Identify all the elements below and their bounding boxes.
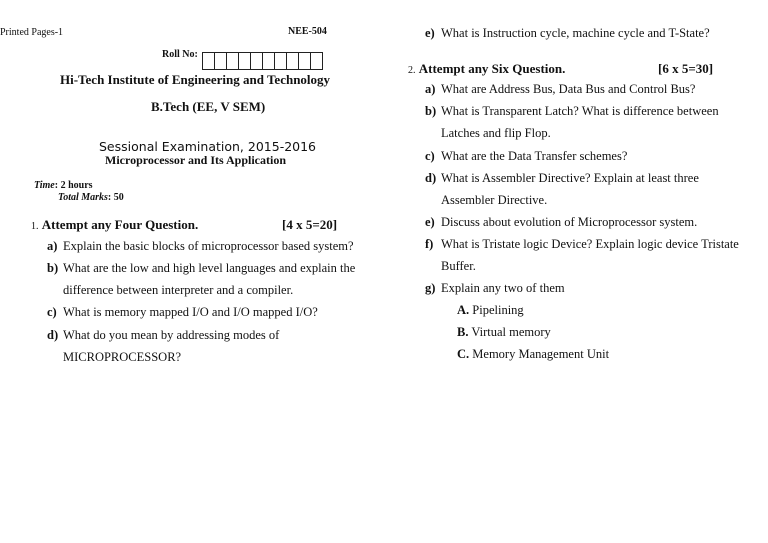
question-text: What is memory mapped I/O and I/O mapped I/O? <box>63 305 318 319</box>
section2-question-d-cont: Assembler Directive. <box>441 193 548 207</box>
question-text: What is Instruction cycle, machine cycle and T-State? <box>441 26 710 40</box>
section2-question-e <box>425 215 697 230</box>
question-label: d) <box>47 328 59 342</box>
section2-question-f <box>425 237 739 252</box>
exam-name: Sessional Examination, 2015-2016 <box>99 139 317 154</box>
section2-number: 2. <box>408 65 416 76</box>
total-marks-label: Total Marks <box>58 192 108 203</box>
section1-title: Attempt any Four Question. <box>41 217 199 232</box>
question-text: Discuss about evolution of Microprocessor system. <box>441 215 698 229</box>
question-text: What are the Data Transfer schemes? <box>441 149 628 163</box>
question-text: What is Assembler Directive? Explain at least three <box>441 171 699 185</box>
time-info <box>34 180 93 191</box>
time-value: : 2 hours <box>54 180 93 191</box>
roll-no-label: Roll No: <box>162 49 198 60</box>
question-text: What is Tristate logic Device? Explain logic device Tristate <box>441 237 739 251</box>
time-label: Time <box>34 180 55 191</box>
question-text: What are Address Bus, Data Bus and Control Bus? <box>441 82 696 96</box>
section2-heading <box>408 61 565 77</box>
sub-option-label: C. <box>457 347 470 361</box>
roll-no-boxes[interactable] <box>203 52 323 70</box>
sub-option-text: Virtual memory <box>471 325 551 339</box>
question-text: Explain any two of them <box>441 281 565 295</box>
section1-marks: [4 x 5=20] <box>282 217 338 232</box>
sub-option-label: A. <box>457 303 470 317</box>
total-marks-value: : 50 <box>107 192 124 203</box>
question-text: Explain the basic blocks of microprocessor based system? <box>63 239 354 253</box>
question-label: b) <box>425 104 437 118</box>
paper-code: NEE-504 <box>288 26 327 37</box>
question-label: g) <box>425 281 436 295</box>
question-text: What are the low and high level languages and explain the <box>63 261 356 275</box>
section1-question-d <box>47 328 279 343</box>
section2-marks: [6 x 5=30] <box>658 61 714 76</box>
sub-option-c <box>457 347 609 362</box>
course-name: B.Tech (EE, V SEM) <box>151 99 266 114</box>
section2-title: Attempt any Six Question. <box>418 61 566 76</box>
section1-question-e <box>425 26 710 41</box>
section1-question-c <box>47 305 318 320</box>
section1-question-b-cont: difference between interpreter and a compiler. <box>63 283 294 297</box>
sub-option-text: Pipelining <box>472 303 524 317</box>
section1-question-a <box>47 239 354 254</box>
subject-name: Microprocessor and Its Application <box>105 153 287 167</box>
question-label: d) <box>425 171 437 185</box>
question-label: b) <box>47 261 59 275</box>
sub-option-a <box>457 303 524 318</box>
section1-question-b <box>47 261 355 276</box>
section2-question-g <box>425 281 565 296</box>
sub-option-b <box>457 325 551 340</box>
question-label: c) <box>47 305 57 319</box>
printed-pages: Printed Pages-1 <box>0 27 64 38</box>
question-label: c) <box>425 149 435 163</box>
section2-question-b <box>425 104 719 119</box>
section2-question-b-cont: Latches and flip Flop. <box>441 126 551 140</box>
question-label: a) <box>425 82 436 96</box>
question-label: a) <box>47 239 58 253</box>
question-label: e) <box>425 26 435 40</box>
question-text: What do you mean by addressing modes of <box>63 328 280 342</box>
institute-name: Hi-Tech Institute of Engineering and Technology <box>60 72 331 87</box>
total-marks-info <box>58 192 124 203</box>
question-label: f) <box>425 237 434 251</box>
question-text: What is Transparent Latch? What is difference between <box>441 104 719 118</box>
section1-number: 1. <box>31 221 39 232</box>
section2-question-a <box>425 82 695 97</box>
sub-option-label: B. <box>457 325 469 339</box>
sub-option-text: Memory Management Unit <box>472 347 610 361</box>
section2-question-d <box>425 171 699 186</box>
question-label: e) <box>425 215 435 229</box>
section1-heading <box>31 217 198 233</box>
section2-question-f-cont: Buffer. <box>441 259 476 273</box>
section1-question-d-cont: MICROPROCESSOR? <box>63 350 182 364</box>
section2-question-c <box>425 149 627 164</box>
